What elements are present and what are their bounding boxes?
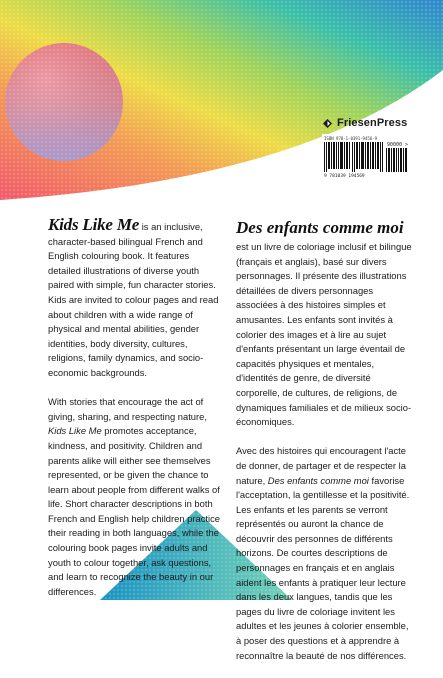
english-paragraph-2	[48, 395, 224, 599]
english-description	[48, 215, 224, 614]
french-p2-text-end: favorise l'acceptation, la gentillesse et la positivité. Les enfants et les parents se verront représentés ou auront la chance de découvrir des personnes de différents horizons. De courtes descriptions de personnages en français et en anglais aident les enfants à pratiquer leur lecture dans les deux langues, tandis que les pages du livre de coloriage invitent les adultes et les jeunes à colorier ensemble, à poser des questions et à apprendre à reconnaître la beauté de nos différences.	[236, 474, 410, 661]
english-p2-text-start: With stories that encourage the act of giving, sharing, and respecting nature,	[48, 396, 207, 422]
english-title: Kids Like Me	[48, 215, 140, 234]
english-paragraph-1	[48, 215, 224, 381]
french-p2-text-start: Avec des histoires qui encouragent l'acte de donner, de partager et de respecter la nature,	[236, 445, 406, 486]
french-inline-title: Des enfants comme moi	[267, 474, 369, 486]
publisher-brand	[322, 117, 407, 129]
isbn-digits: 9 781039 194569	[324, 174, 365, 179]
french-description	[236, 218, 412, 678]
barcode-bars	[324, 142, 384, 172]
price-barcode-bars	[386, 148, 408, 172]
english-intro-text: is an inclusive, character-based bilingual French and English colouring book. It features detailed illustrations of diverse youth paired with simple, fun character stories. Kids are invited to colour pages and read about children with a wide range of physical and mental abilities, gender identities, body diversity, cultures, religions, family dynamics, and socio-economic backgrounds.	[48, 221, 219, 378]
price-code: 90000 >	[386, 142, 408, 148]
french-paragraph-2	[236, 444, 412, 663]
english-p2-text-end: promotes acceptance, kindness, and positivity. Children and parents alike will either see themselves represented, or be given the chance to learn about people from different walks of life. Short character descriptions in both French and English help children practice their reading in both languages, while the colouring book pages invite adults and youth to colour together, ask questions, and learn to recognize the beauty in our differences.	[48, 425, 220, 597]
publisher-name: FriesenPress	[337, 117, 408, 129]
english-inline-title: Kids Like Me	[48, 425, 102, 437]
french-intro-text: est un livre de coloriage inclusif et bilingue (français et anglais), basé sur divers personnages. Il présente des illustrations détaillées de divers personnages associées à des histoires simples et amusantes. Les enfants sont invités à colorier des images et à lire au sujet d'enfants présentant un large éventail de capacités physiques et mentales, d'identités de genre, de diversité corporelle, de cultures, de religions, de dynamiques familiales et de milieux socio-économiques.	[236, 241, 412, 428]
french-paragraph-1	[236, 218, 412, 430]
french-title: Des enfants comme moi	[236, 218, 404, 237]
isbn-barcode	[322, 134, 410, 182]
friesenpress-logo-icon	[322, 118, 333, 129]
isbn-label: ISBN 978-1-0391-9456-9	[324, 136, 377, 141]
